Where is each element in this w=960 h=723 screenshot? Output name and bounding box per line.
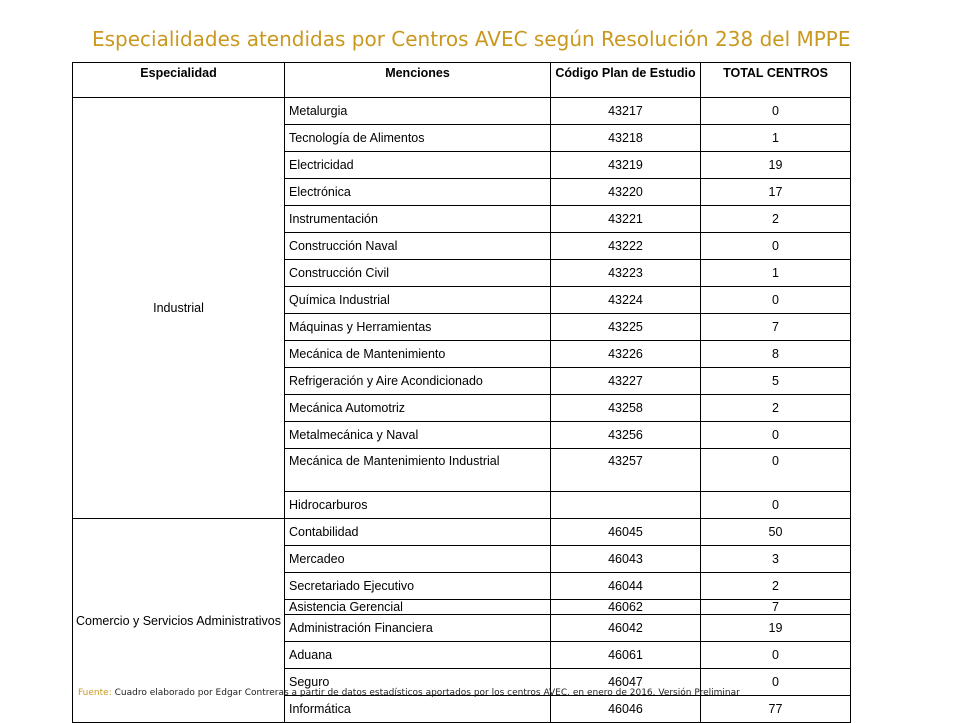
total-centros-cell: 0 [701, 492, 851, 519]
total-centros-cell: 8 [701, 341, 851, 368]
total-centros-cell: 5 [701, 368, 851, 395]
total-centros-cell: 19 [701, 152, 851, 179]
source-footnote [78, 688, 740, 698]
codigo-cell: 43224 [551, 287, 701, 314]
codigo-cell: 46046 [551, 696, 701, 723]
mencion-cell: Aduana [285, 642, 551, 669]
mencion-cell: Mercadeo [285, 546, 551, 573]
specialties-table [72, 62, 851, 723]
footnote-text: Cuadro elaborado por Edgar Contreras a partir de datos estadísticos aportados por los centros AVEC, en enero de 2016. Versión Preliminar [114, 688, 740, 698]
mencion-cell: Electrónica [285, 179, 551, 206]
mencion-cell: Refrigeración y Aire Acondicionado [285, 368, 551, 395]
total-centros-cell: 1 [701, 125, 851, 152]
total-centros-cell: 3 [701, 546, 851, 573]
table-row [73, 98, 851, 125]
mencion-cell: Construcción Naval [285, 233, 551, 260]
mencion-cell: Mecánica Automotriz [285, 395, 551, 422]
header-codigo: Código Plan de Estudio [551, 63, 701, 98]
mencion-cell: Contabilidad [285, 519, 551, 546]
total-centros-cell: 0 [701, 669, 851, 696]
mencion-cell: Metalurgia [285, 98, 551, 125]
mencion-cell: Administración Financiera [285, 615, 551, 642]
mencion-cell: Mecánica de Mantenimiento [285, 341, 551, 368]
codigo-cell: 46047 [551, 669, 701, 696]
especialidad-cell: Industrial [73, 98, 285, 519]
codigo-cell: 43218 [551, 125, 701, 152]
mencion-cell: Metalmecánica y Naval [285, 422, 551, 449]
mencion-cell: Secretariado Ejecutivo [285, 573, 551, 600]
header-total-centros: TOTAL CENTROS [701, 63, 851, 98]
codigo-cell: 46043 [551, 546, 701, 573]
codigo-cell: 43217 [551, 98, 701, 125]
especialidad-cell: Comercio y Servicios Administrativos [73, 519, 285, 723]
total-centros-cell: 0 [701, 98, 851, 125]
codigo-cell: 46042 [551, 615, 701, 642]
mencion-cell: Construcción Civil [285, 260, 551, 287]
codigo-cell: 46044 [551, 573, 701, 600]
header-especialidad: Especialidad [73, 63, 285, 98]
mencion-cell: Hidrocarburos [285, 492, 551, 519]
total-centros-cell: 1 [701, 260, 851, 287]
codigo-cell: 46045 [551, 519, 701, 546]
total-centros-cell: 2 [701, 395, 851, 422]
total-centros-cell: 0 [701, 287, 851, 314]
total-centros-cell: 0 [701, 422, 851, 449]
table-header-row [73, 63, 851, 98]
codigo-cell: 43219 [551, 152, 701, 179]
codigo-cell: 46062 [551, 600, 701, 615]
mencion-cell: Informática [285, 696, 551, 723]
codigo-cell: 43222 [551, 233, 701, 260]
footnote-label: Fuente: [78, 688, 112, 698]
codigo-cell: 43256 [551, 422, 701, 449]
codigo-cell [551, 492, 701, 519]
total-centros-cell: 17 [701, 179, 851, 206]
total-centros-cell: 2 [701, 573, 851, 600]
codigo-cell: 43226 [551, 341, 701, 368]
page-title: Especialidades atendidas por Centros AVEC según Resolución 238 del MPPE [92, 27, 851, 51]
codigo-cell: 43257 [551, 449, 701, 492]
header-menciones: Menciones [285, 63, 551, 98]
total-centros-cell: 0 [701, 642, 851, 669]
total-centros-cell: 2 [701, 206, 851, 233]
mencion-cell: Máquinas y Herramientas [285, 314, 551, 341]
total-centros-cell: 50 [701, 519, 851, 546]
mencion-cell: Instrumentación [285, 206, 551, 233]
mencion-cell: Electricidad [285, 152, 551, 179]
mencion-cell: Seguro [285, 669, 551, 696]
codigo-cell: 43225 [551, 314, 701, 341]
total-centros-cell: 7 [701, 600, 851, 615]
total-centros-cell: 0 [701, 233, 851, 260]
codigo-cell: 43223 [551, 260, 701, 287]
codigo-cell: 43258 [551, 395, 701, 422]
mencion-cell: Asistencia Gerencial [285, 600, 551, 615]
codigo-cell: 43221 [551, 206, 701, 233]
table-row [73, 519, 851, 546]
codigo-cell: 43220 [551, 179, 701, 206]
mencion-cell: Química Industrial [285, 287, 551, 314]
total-centros-cell: 19 [701, 615, 851, 642]
mencion-cell: Tecnología de Alimentos [285, 125, 551, 152]
total-centros-cell: 77 [701, 696, 851, 723]
total-centros-cell: 7 [701, 314, 851, 341]
mencion-cell: Mecánica de Mantenimiento Industrial [285, 449, 551, 492]
codigo-cell: 43227 [551, 368, 701, 395]
total-centros-cell: 0 [701, 449, 851, 492]
codigo-cell: 46061 [551, 642, 701, 669]
